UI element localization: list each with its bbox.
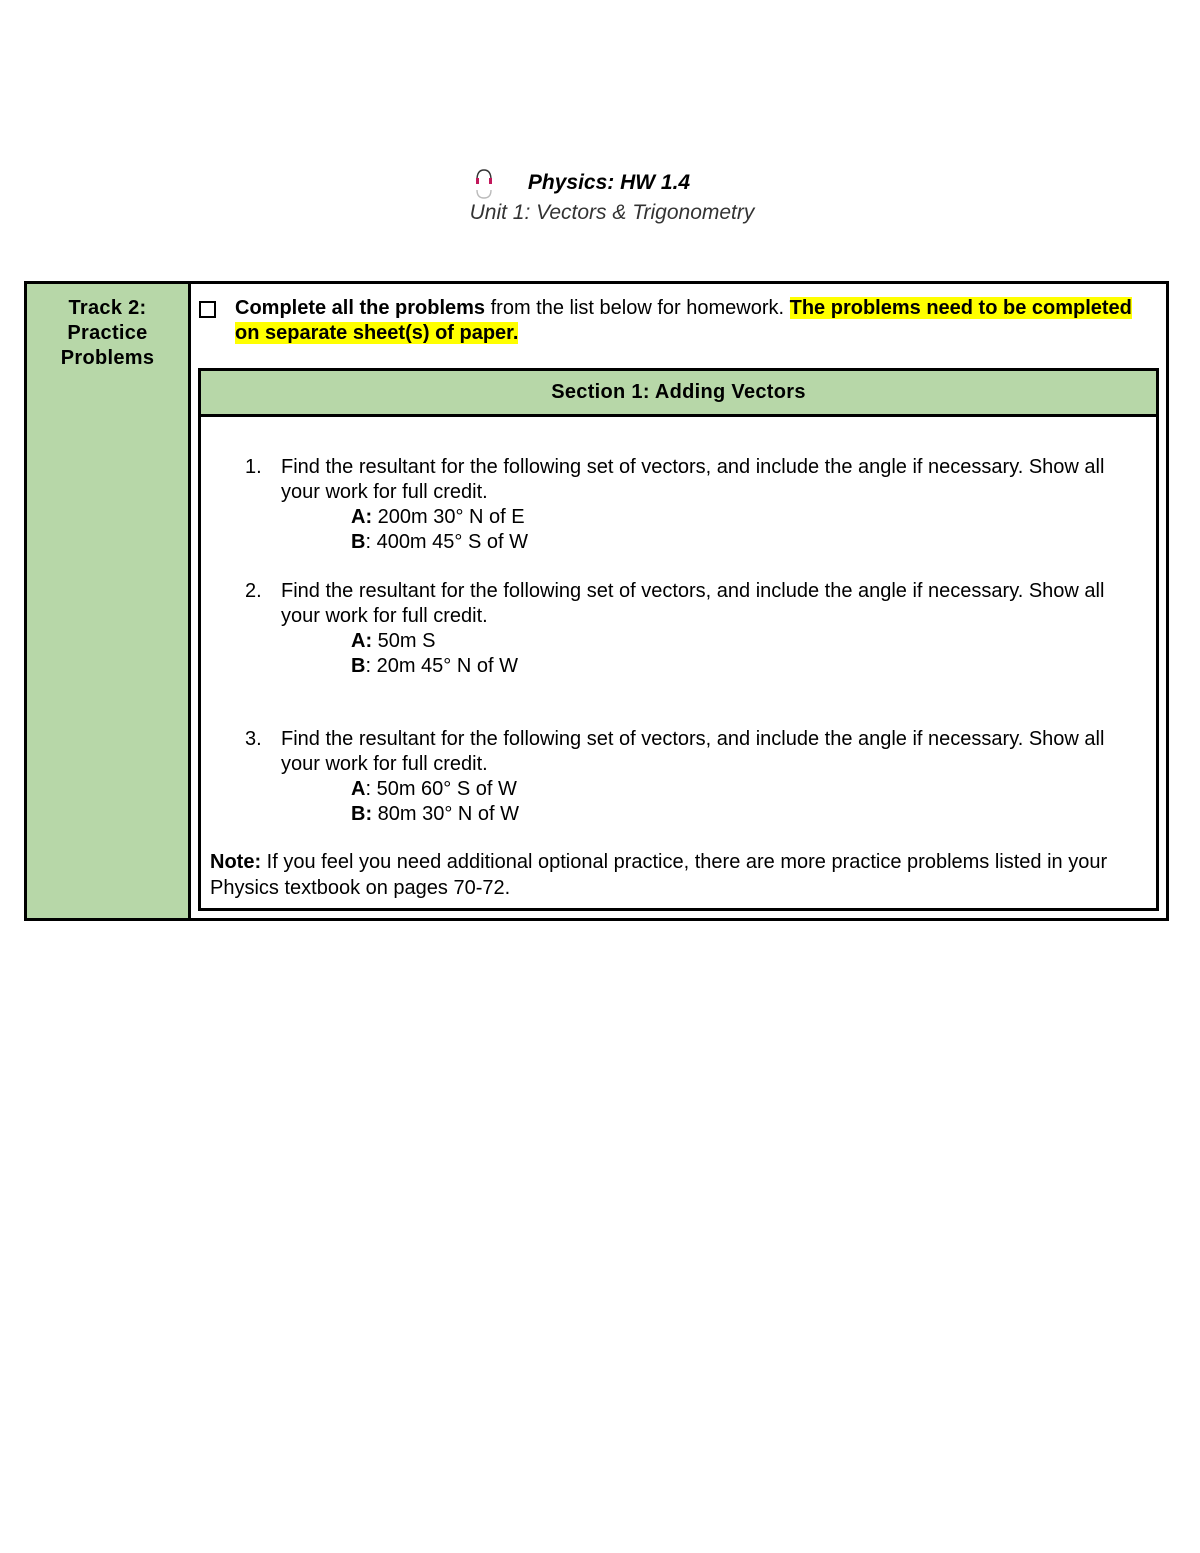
- note-label: Note:: [210, 851, 262, 873]
- vector-b: B: 400m 45° S of W: [351, 531, 528, 553]
- document-header: [0, 168, 1200, 228]
- track-label-line: Track 2:: [68, 297, 147, 319]
- track-label-line: Practice: [67, 322, 148, 344]
- content-cell: [191, 284, 1166, 918]
- vector-b: B: 20m 45° N of W: [351, 655, 518, 677]
- homework-table: [24, 281, 1169, 921]
- problem-item: [245, 455, 1148, 555]
- page-title: Physics: HW 1.4: [527, 171, 691, 194]
- vector-a: A: 50m S: [351, 630, 436, 652]
- title-row: [510, 168, 690, 198]
- vector-b: B: 80m 30° N of W: [351, 803, 520, 825]
- instruction-highlight: The problems need to be completed on separate sheet(s) of paper.: [235, 297, 1132, 344]
- task-checkbox[interactable]: [199, 301, 216, 318]
- note-text: [210, 849, 1138, 901]
- page-subtitle: Unit 1: Vectors & Trigonometry: [469, 201, 755, 224]
- problem-number: 2.: [245, 580, 262, 602]
- track-label-line: Problems: [60, 347, 155, 369]
- instruction-text: [235, 296, 1146, 346]
- vector-a: A: 50m 60° S of W: [351, 778, 517, 800]
- section-title: Section 1: Adding Vectors: [201, 371, 1156, 417]
- problem-item: [245, 579, 1148, 679]
- logo-icon: [472, 166, 496, 206]
- track-label-cell: [27, 284, 191, 918]
- vector-a: A: 200m 30° N of E: [351, 506, 525, 528]
- problem-item: [245, 727, 1148, 827]
- instruction-body: from the list below for homework.: [485, 297, 790, 319]
- problem-text: Find the resultant for the following set of vectors, and include the angle if necessary. Show all your work for full credit.: [281, 580, 1105, 627]
- problem-text: Find the resultant for the following set of vectors, and include the angle if necessary. Show all your work for full credit.: [281, 456, 1105, 503]
- instruction-lead: Complete all the problems: [235, 297, 486, 319]
- section-box: [198, 368, 1159, 911]
- problem-text: Find the resultant for the following set of vectors, and include the angle if necessary. Show all your work for full credit.: [281, 728, 1105, 775]
- problem-number: 1.: [245, 456, 262, 478]
- note-body: If you feel you need additional optional practice, there are more practice problems listed in your Physics textbook on pages 70-72.: [210, 851, 1108, 899]
- problem-number: 3.: [245, 728, 262, 750]
